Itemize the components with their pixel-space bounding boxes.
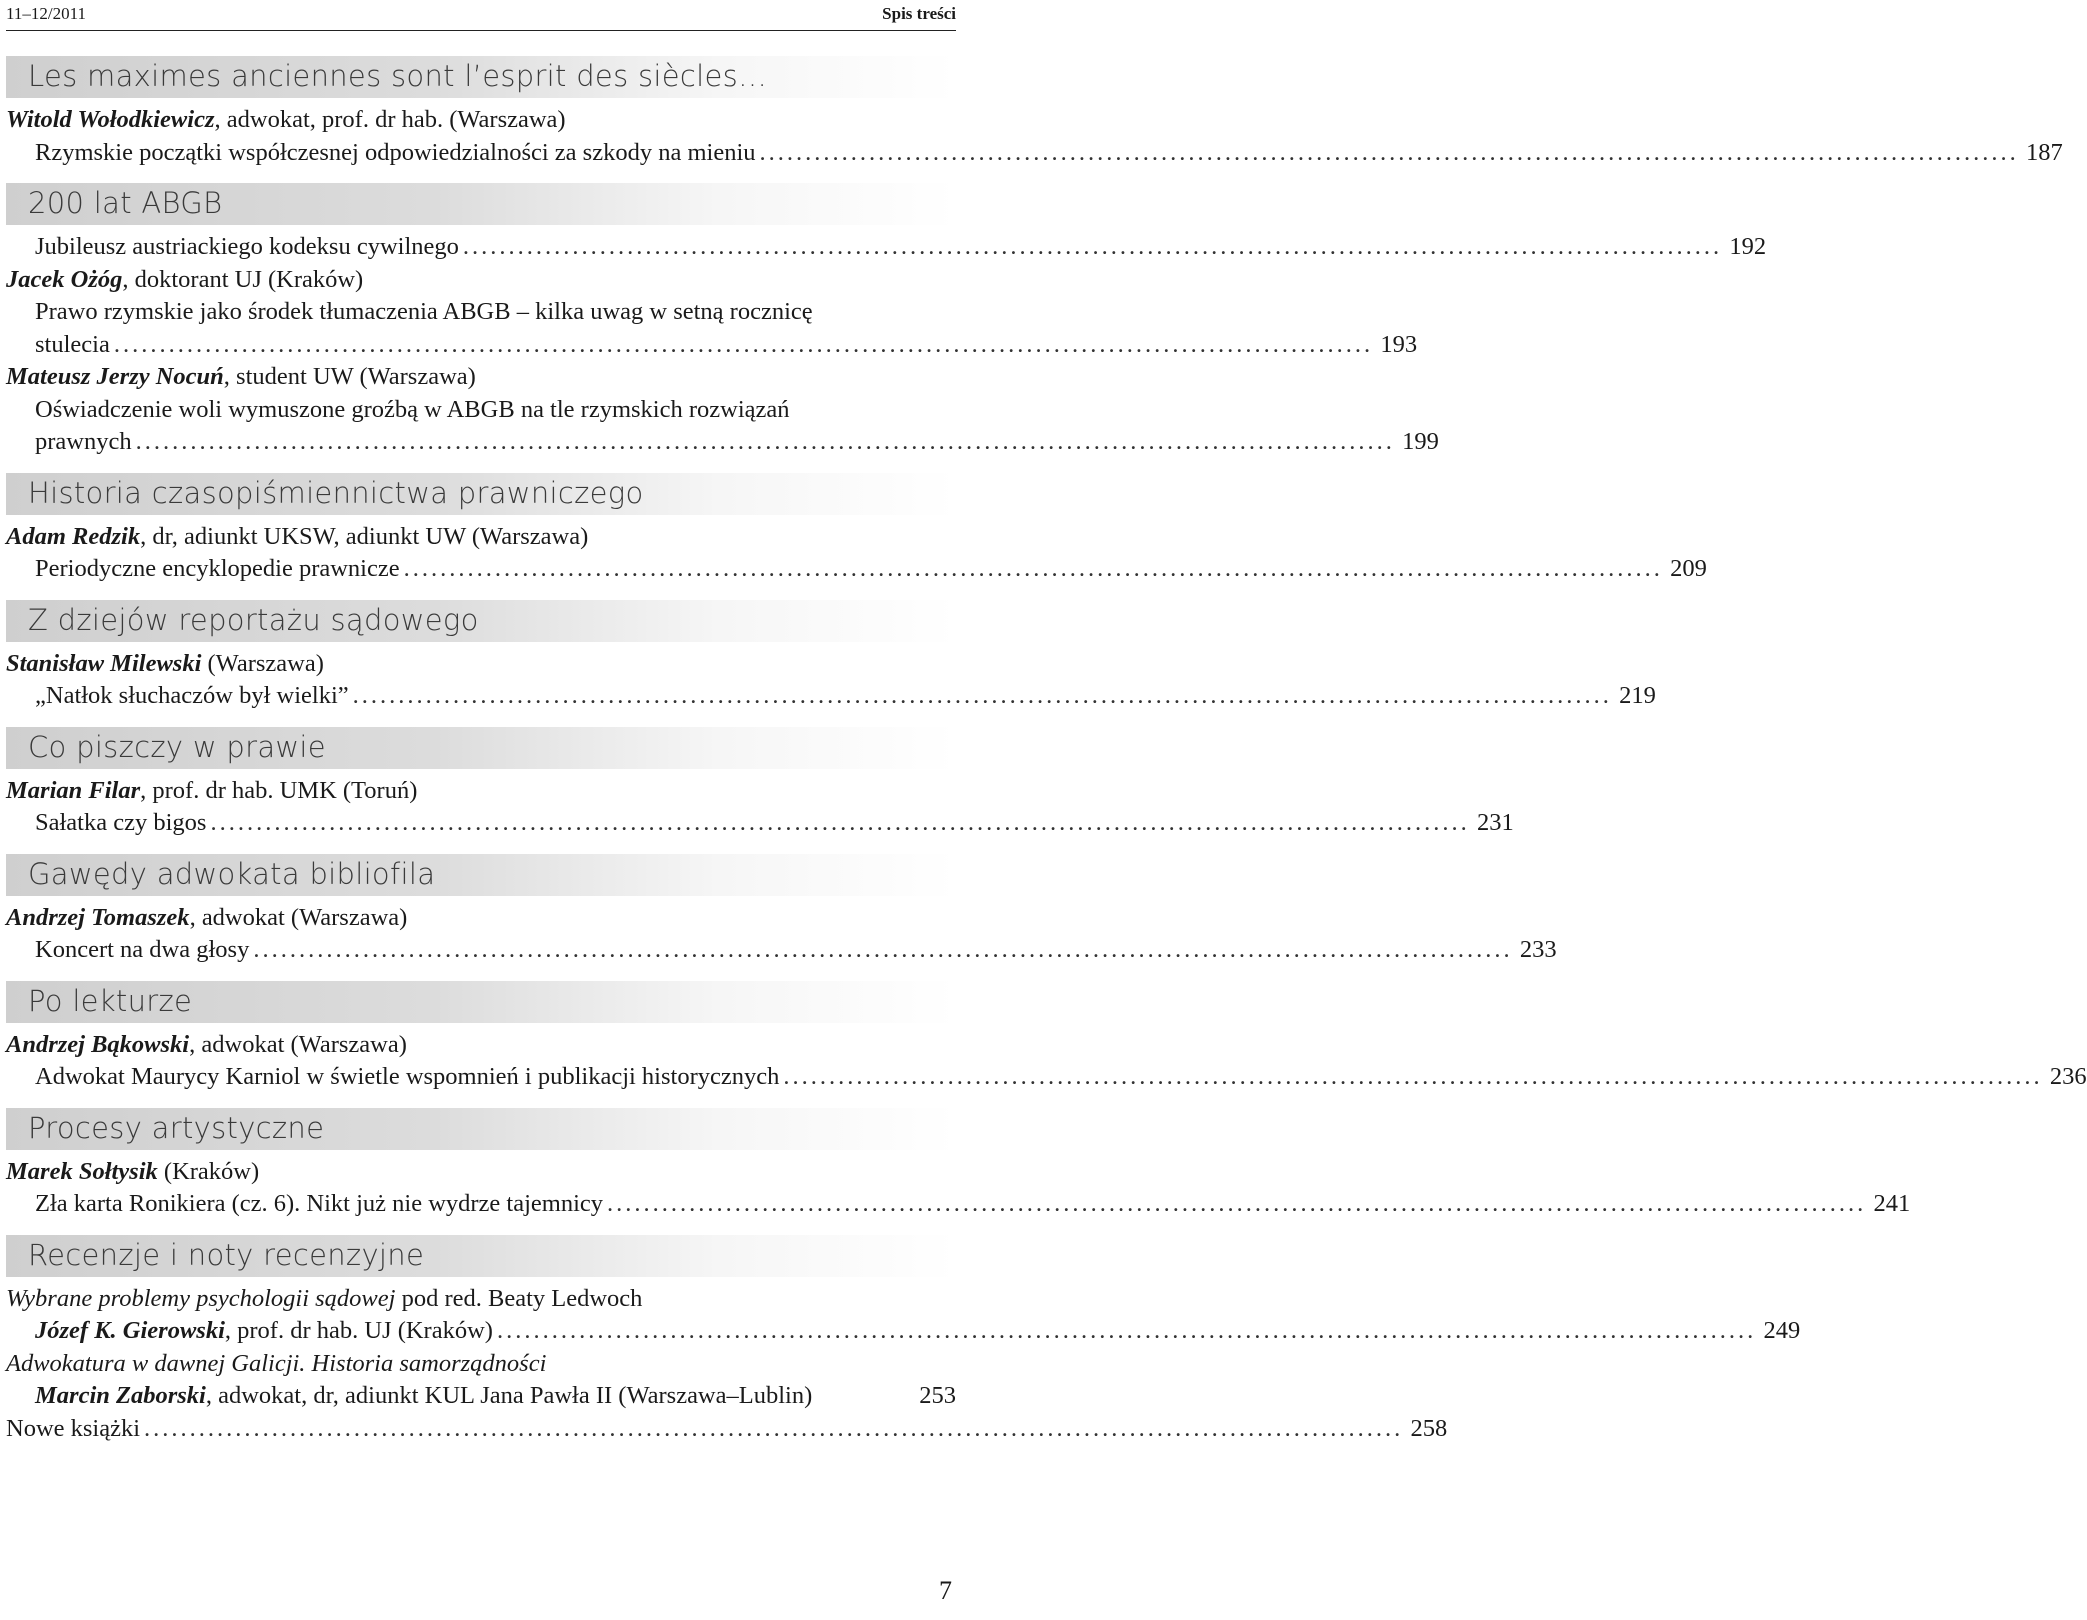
article-title: Adwokat Maurycy Karniol w świetle wspomnień i publikacji historycznych xyxy=(35,1063,780,1090)
toc-entry xyxy=(6,807,1514,840)
dot-leader: .......................................................................................................................................... xyxy=(403,555,1663,582)
page-ref: 209 xyxy=(1670,555,1707,582)
dot-leader: .......................................................................................................................................... xyxy=(135,428,1395,455)
section-heading xyxy=(6,854,956,896)
author-line xyxy=(6,775,956,808)
author-affiliation: , student UW (Warszawa) xyxy=(223,363,476,390)
toc-entry xyxy=(6,231,1767,264)
page-ref: 187 xyxy=(2026,138,2063,166)
section-heading-text: Co piszczy w prawie xyxy=(28,729,326,764)
author-affiliation: , adwokat (Warszawa) xyxy=(189,1030,407,1058)
section-heading-text: Recenzje i noty recenzyjne xyxy=(28,1237,425,1272)
book-editor: pod red. Beaty Ledwoch xyxy=(395,1284,643,1312)
dot-leader: .......................................................................................................................................... xyxy=(496,1317,1757,1344)
author-line xyxy=(6,264,956,297)
article-title: prawnych xyxy=(35,428,132,455)
book-title: Wybrane problemy psychologii sądowej xyxy=(6,1284,396,1312)
section-heading-text: Historia czasopiśmiennictwa prawniczego xyxy=(28,475,644,510)
section-heading xyxy=(6,473,956,515)
author-affiliation: , adwokat, dr, adiunkt KUL Jana Pawła II (Warszawa–Lublin) xyxy=(205,1382,813,1409)
section-heading xyxy=(6,183,956,225)
page-number: 7 xyxy=(939,1576,952,1605)
toc-entry xyxy=(6,680,1656,713)
section-heading-text: Z dziejów reportażu sądowego xyxy=(28,602,479,637)
toc-entry xyxy=(6,329,1418,362)
page-ref: 219 xyxy=(1619,682,1656,709)
article-title-line: Prawo rzymskie jako środek tłumaczenia ABGB – kilka uwag w setną rocznicę xyxy=(35,298,813,325)
page-ref: 199 xyxy=(1402,428,1439,455)
dot-leader: .......................................................................................................................................... xyxy=(352,682,1612,709)
author-affiliation: (Warszawa) xyxy=(201,649,324,677)
section-heading-text: Po lekturze xyxy=(28,983,193,1018)
author-line xyxy=(6,104,956,137)
author-line xyxy=(6,902,956,935)
author-affiliation: , prof. dr hab. UJ (Kraków) xyxy=(224,1317,493,1344)
author-affiliation: , adwokat, prof. dr hab. (Warszawa) xyxy=(214,106,566,133)
page-ref: 241 xyxy=(1873,1190,1911,1217)
toc-entry xyxy=(6,426,1439,459)
author-line xyxy=(6,1156,956,1189)
article-title: Koncert na dwa głosy xyxy=(35,936,250,963)
toc-entry xyxy=(6,1061,2087,1094)
article-title: stulecia xyxy=(35,330,110,358)
author-name: Witold Wołodkiewicz xyxy=(6,106,215,133)
section-heading xyxy=(6,981,956,1023)
author-line xyxy=(6,1029,956,1062)
author-name: Marcin Zaborski xyxy=(35,1382,206,1409)
issue-number: 11–12/2011 xyxy=(6,4,86,23)
author-line xyxy=(6,521,956,554)
dot-leader: .......................................................................................................................................... xyxy=(113,330,1374,358)
page-ref: 258 xyxy=(1410,1414,1448,1442)
author-affiliation: (Kraków) xyxy=(157,1157,260,1185)
review-book-line xyxy=(6,1348,956,1381)
author-name: Jacek Ożóg xyxy=(6,265,123,293)
book-title: Adwokatura w dawnej Galicji. Historia samorządności xyxy=(6,1349,547,1377)
page-ref: 192 xyxy=(1729,233,1767,260)
author-name: Andrzej Bąkowski xyxy=(6,1030,190,1058)
toc-entry xyxy=(6,1188,1911,1221)
toc-entry xyxy=(6,934,1557,967)
author-name: Józef K. Gierowski xyxy=(35,1317,225,1344)
author-name: Mateusz Jerzy Nocuń xyxy=(6,363,224,390)
section-heading xyxy=(6,727,956,769)
section-heading xyxy=(6,56,956,98)
article-title: Zła karta Ronikiera (cz. 6). Nikt już nie wydrze tajemnicy xyxy=(35,1190,604,1217)
author-affiliation: , doktorant UJ (Kraków) xyxy=(122,265,364,293)
author-line xyxy=(6,648,956,681)
review-book-line xyxy=(6,1283,956,1316)
section-heading-text: Les maximes anciennes sont l’esprit des siècles… xyxy=(28,59,768,93)
running-head-title: Spis treści xyxy=(882,4,956,23)
toc-entry xyxy=(6,1413,1448,1446)
dot-leader: .......................................................................................................................................... xyxy=(462,233,1723,260)
table-of-contents xyxy=(6,56,2087,1459)
page-ref: 249 xyxy=(1763,1317,1801,1344)
author-name: Marian Filar xyxy=(6,776,141,804)
toc-entry xyxy=(6,1315,1801,1348)
section-heading xyxy=(6,600,956,642)
author-affiliation: , adwokat (Warszawa) xyxy=(189,903,408,931)
dot-leader: .......................................................................................................................................... xyxy=(783,1063,2043,1090)
section-heading-text: Gawędy adwokata bibliofila xyxy=(28,856,436,891)
page-ref: 193 xyxy=(1380,330,1418,358)
author-line xyxy=(6,361,956,394)
page-ref: 253 xyxy=(919,1382,956,1409)
article-title: „Natłok słuchaczów był wielki” xyxy=(35,682,349,709)
page-ref: 233 xyxy=(1519,936,1557,963)
section-heading-text: 200 lat ABGB xyxy=(28,186,223,220)
author-name: Stanisław Milewski xyxy=(6,649,202,677)
page-ref: 231 xyxy=(1476,809,1514,836)
dot-leader: .......................................................................................................................................... xyxy=(607,1190,1867,1217)
running-head xyxy=(6,2,956,31)
entry-title xyxy=(35,1380,812,1413)
article-title: Sałatka czy bigos xyxy=(35,809,207,836)
author-affiliation: , dr, adiunkt UKSW, adiunkt UW (Warszawa) xyxy=(140,522,589,550)
article-title-line: Oświadczenie woli wymuszone groźbą w ABGB na tle rzymskich rozwiązań xyxy=(35,395,790,423)
author-affiliation: , prof. dr hab. UMK (Toruń) xyxy=(140,776,418,804)
author-name: Andrzej Tomaszek xyxy=(6,903,190,931)
section-heading xyxy=(6,1108,956,1150)
entry-title xyxy=(35,1315,493,1348)
toc-entry xyxy=(6,553,1707,586)
toc-page xyxy=(6,0,2087,1620)
dot-leader: .......................................................................................................................................... xyxy=(759,138,2019,166)
article-title: Rzymskie początki współczesnej odpowiedzialności za szkody na mieniu xyxy=(35,138,756,166)
dot-leader: .......................................................................................................................................... xyxy=(253,936,1513,963)
toc-entry xyxy=(6,137,2063,170)
page-ref: 236 xyxy=(2049,1063,2087,1090)
author-name: Marek Sołtysik xyxy=(6,1157,158,1185)
article-title: Nowe książki xyxy=(6,1414,141,1442)
article-title: Jubileusz austriackiego kodeksu cywilnego xyxy=(35,233,459,260)
toc-entry xyxy=(6,1380,956,1413)
author-name: Adam Redzik xyxy=(6,522,141,550)
section-heading xyxy=(6,1235,956,1277)
section-heading-text: Procesy artystyczne xyxy=(28,1110,325,1145)
dot-leader: .......................................................................................................................................... xyxy=(210,809,1470,836)
article-title: Periodyczne encyklopedie prawnicze xyxy=(35,555,400,582)
dot-leader: .......................................................................................................................................... xyxy=(144,1414,1404,1442)
